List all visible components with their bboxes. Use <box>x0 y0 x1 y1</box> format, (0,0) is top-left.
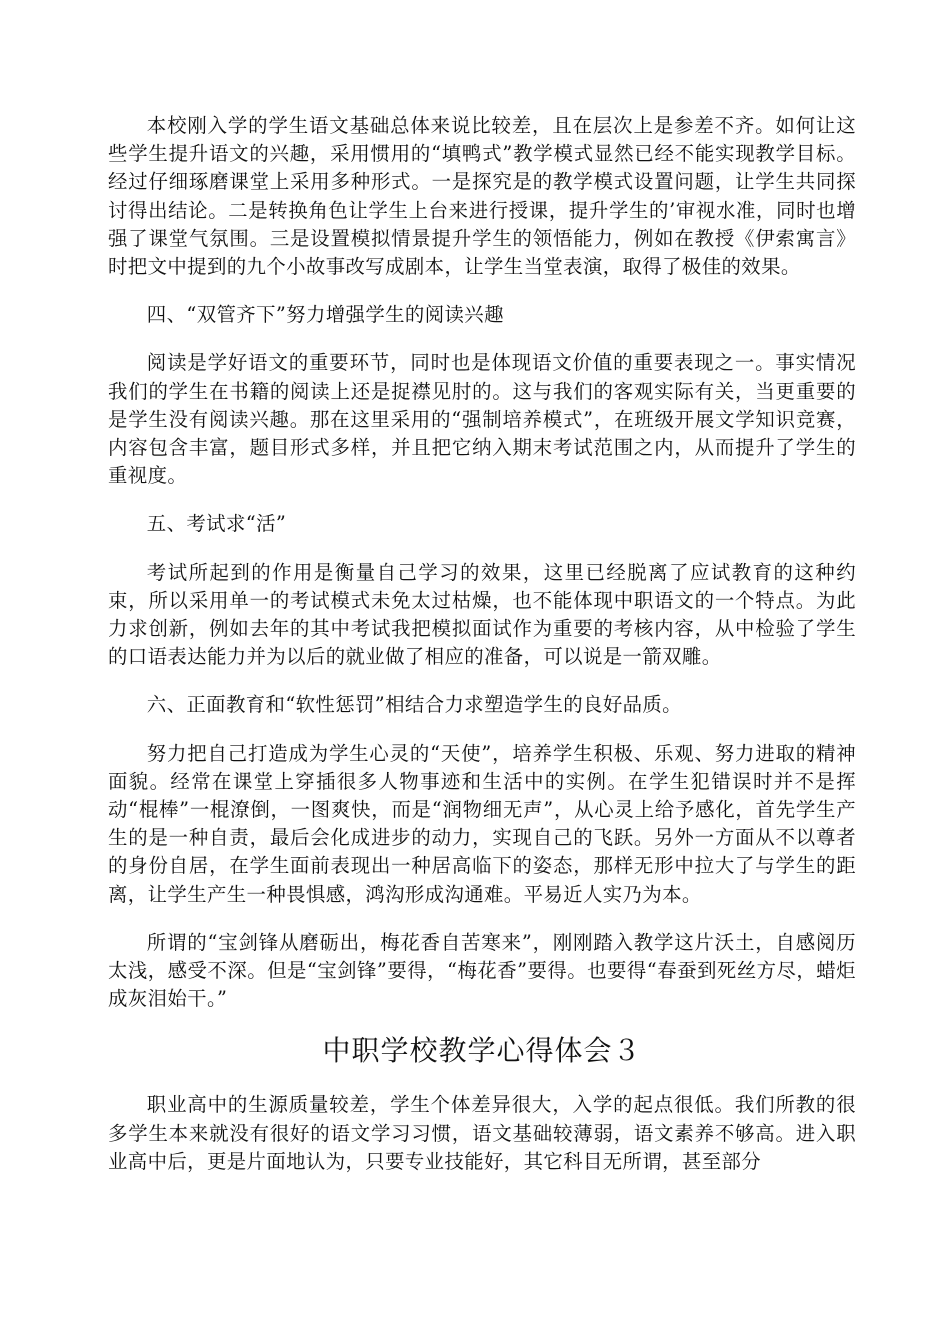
section-heading: 五、考试求“活” <box>146 512 287 536</box>
section-heading: 四、“双管齐下”努力增强学生的阅读兴趣 <box>146 303 504 327</box>
body-paragraph: 努力把自己打造成为学生心灵的“天使”，培养学生积极、乐观、努力进取的精神面貌。经常在课堂上穿插很多人物事迹和生活中的实例。在学生犯错误时并不是挥动“棍棒”一棍潦倒，一图爽快，而是“润物细无声”，从心灵上给予感化，首先学生产生的是一种自责，最后会化成进步的动力，实现自己的飞跃。另外一方面从不以尊者的身份自居，在学生面前表现出一种居高临下的姿态，那样无形中拉大了与学生的距离，让学生产生一种畏惧感，鸿沟形成沟通难。平易近人实乃为本。 <box>108 741 856 906</box>
body-paragraph: 阅读是学好语文的重要环节，同时也是体现语文价值的重要表现之一。事实情况我们的学生在书籍的阅读上还是捉襟见肘的。这与我们的客观实际有关，当更重要的是学生没有阅读兴趣。那在这里采用的“强制培养模式”，在班级开展文学知识竞赛，内容包含丰富，题目形式多样，并且把它纳入期末考试范围之内，从而提升了学生的重视度。 <box>108 351 856 488</box>
body-paragraph: 所谓的“宝剑锋从磨砺出，梅花香自苦寒来”，刚刚踏入教学这片沃土，自感阅历太浅，感受不深。但是“宝剑锋”要得，“梅花香”要得。也要得“春蚕到死丝方尽，蜡炬成灰泪始干。” <box>108 930 856 1011</box>
body-paragraph: 考试所起到的作用是衡量自己学习的效果，这里已经脱离了应试教育的这种约束，所以采用单一的考试模式未免太过枯燥，也不能体现中职语文的一个特点。为此力求创新，例如去年的其中考试我把模拟面试作为重要的考核内容，从中检验了学生的口语表达能力并为以后的就业做了相应的准备，可以说是一箭双雕。 <box>108 560 856 669</box>
section-heading: 六、正面教育和“软性惩罚”相结合力求塑造学生的良好品质。 <box>146 693 682 717</box>
document-title: 中职学校教学心得体会３ <box>322 1034 642 1068</box>
document-page <box>108 112 856 1176</box>
body-paragraph: 职业高中的生源质量较差，学生个体差异很大，入学的起点很低。我们所教的很多学生本来就没有很好的语文学习习惯，语文基础较薄弱，语文素养不够高。进入职业高中后，更是片面地认为，只要专业技能好，其它科目无所谓，甚至部分 <box>108 1093 856 1173</box>
body-paragraph: 本校刚入学的学生语文基础总体来说比较差，且在层次上是参差不齐。如何让这些学生提升语文的兴趣，采用惯用的“填鸭式”教学模式显然已经不能实现教学目标。经过仔细琢磨课堂上采用多种形式。一是探究是的教学模式设置问题，让学生共同探讨得出结论。二是转换角色让学生上台来进行授课，提升学生的’审视水准，同时也增强了课堂气氛围。三是设置模拟情景提升学生的领悟能力，例如在教授《伊索寓言》时把文中提到的九个小故事改写成剧本，让学生当堂表演，取得了极佳的效果。 <box>108 114 856 279</box>
